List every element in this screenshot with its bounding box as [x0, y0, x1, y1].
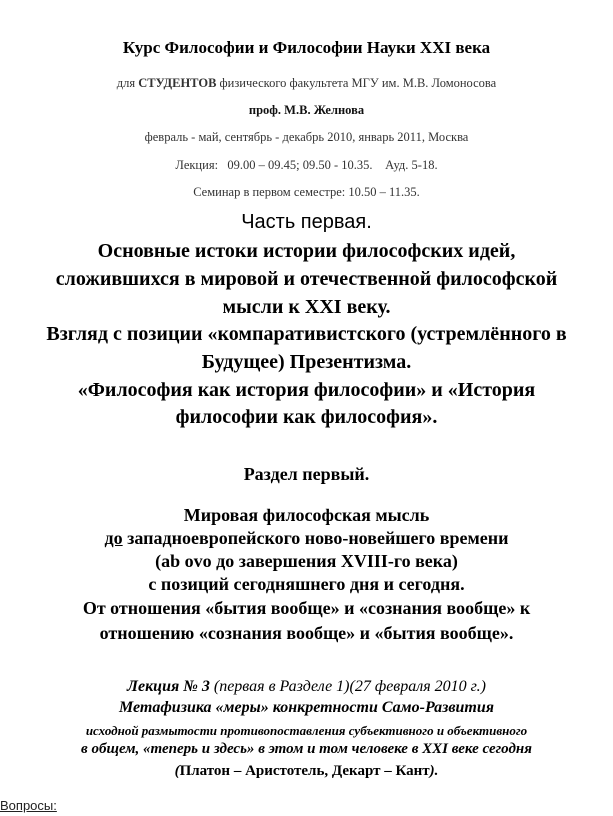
paren-open: ( — [174, 763, 180, 779]
part-title-line: Будущее) Презентизма. — [201, 351, 412, 373]
philosophers-line — [0, 763, 613, 780]
part-label: Часть первая. — [241, 211, 372, 233]
audience-line — [0, 76, 613, 91]
lecture-number: Лекция № 3 — [126, 678, 210, 695]
lecture-topic-general — [0, 741, 613, 758]
questions-heading: Вопросы: — [0, 798, 57, 813]
audience-prefix: для — [116, 76, 139, 90]
section-label: Раздел первый. — [243, 464, 370, 484]
section-title-line: (ab ovo до завершения XVIII-го века) — [155, 551, 458, 571]
section-title-line — [0, 527, 613, 550]
course-title: Курс Философии и Философии Науки XXI века — [122, 38, 491, 57]
lecture-label: Лекция: — [175, 158, 219, 172]
auditorium: Ауд. 5-18. — [385, 158, 438, 172]
part-title-line: сложившихся в мировой и отечественной философской — [55, 268, 558, 290]
audience-students: СТУДЕНТОВ — [138, 76, 217, 90]
section-title-rest: западноевропейского ново-новейшего времени — [122, 528, 509, 548]
professor-name: проф. М.В. Желнова — [248, 103, 365, 117]
philosophers-names: Платон – Аристотель, Декарт – Кант — [179, 763, 430, 779]
section-title-line: отношению «сознания вообще» и «бытия вообще». — [99, 623, 514, 643]
part-title-line: Взгляд с позиции «компаративистского (устремлённого в — [46, 323, 567, 345]
general-suffix: в этом и том человеке в XXI веке сегодня — [254, 741, 532, 757]
lecture-topic-source: исходной размытости противопоставления субъективного и объективного — [85, 723, 528, 738]
seminar-schedule: Семинар в первом семестре: 10.50 – 11.35. — [193, 185, 420, 199]
lecture-subtitle: (первая в Разделе 1)(27 февраля 2010 г.) — [209, 678, 487, 695]
lecture-topic: Метафизика «меры» конкретности Само-Развития — [119, 699, 494, 716]
part-title-line: мысли к XXI веку. — [222, 296, 391, 318]
audience-suffix: физического факультета МГУ им. М.В. Ломоносова — [216, 76, 497, 90]
underlined-word: до — [104, 528, 123, 548]
lecture-schedule — [0, 158, 613, 173]
general-prefix: в общем, — [81, 741, 144, 757]
lecture-heading — [0, 678, 613, 696]
lecture-times: 09.00 – 09.45; 09.50 - 10.35. — [227, 158, 373, 172]
section-title-line: От отношения «бытия вообще» и «сознания вообще» к — [82, 598, 531, 618]
part-title-line: Основные истоки истории философских идей, — [97, 240, 516, 262]
paren-close: ). — [429, 763, 439, 779]
course-dates: февраль - май, сентябрь - декабрь 2010, январь 2011, Москва — [144, 130, 469, 144]
part-title-line: «Философия как история философии» и «История — [77, 379, 536, 401]
section-title-line: Мировая философская мысль — [183, 505, 430, 525]
section-title-line: с позиций сегодняшнего дня и сегодня. — [148, 574, 465, 594]
part-title-line: философии как философия». — [175, 406, 438, 428]
general-quote: «теперь и здесь» — [143, 741, 255, 757]
